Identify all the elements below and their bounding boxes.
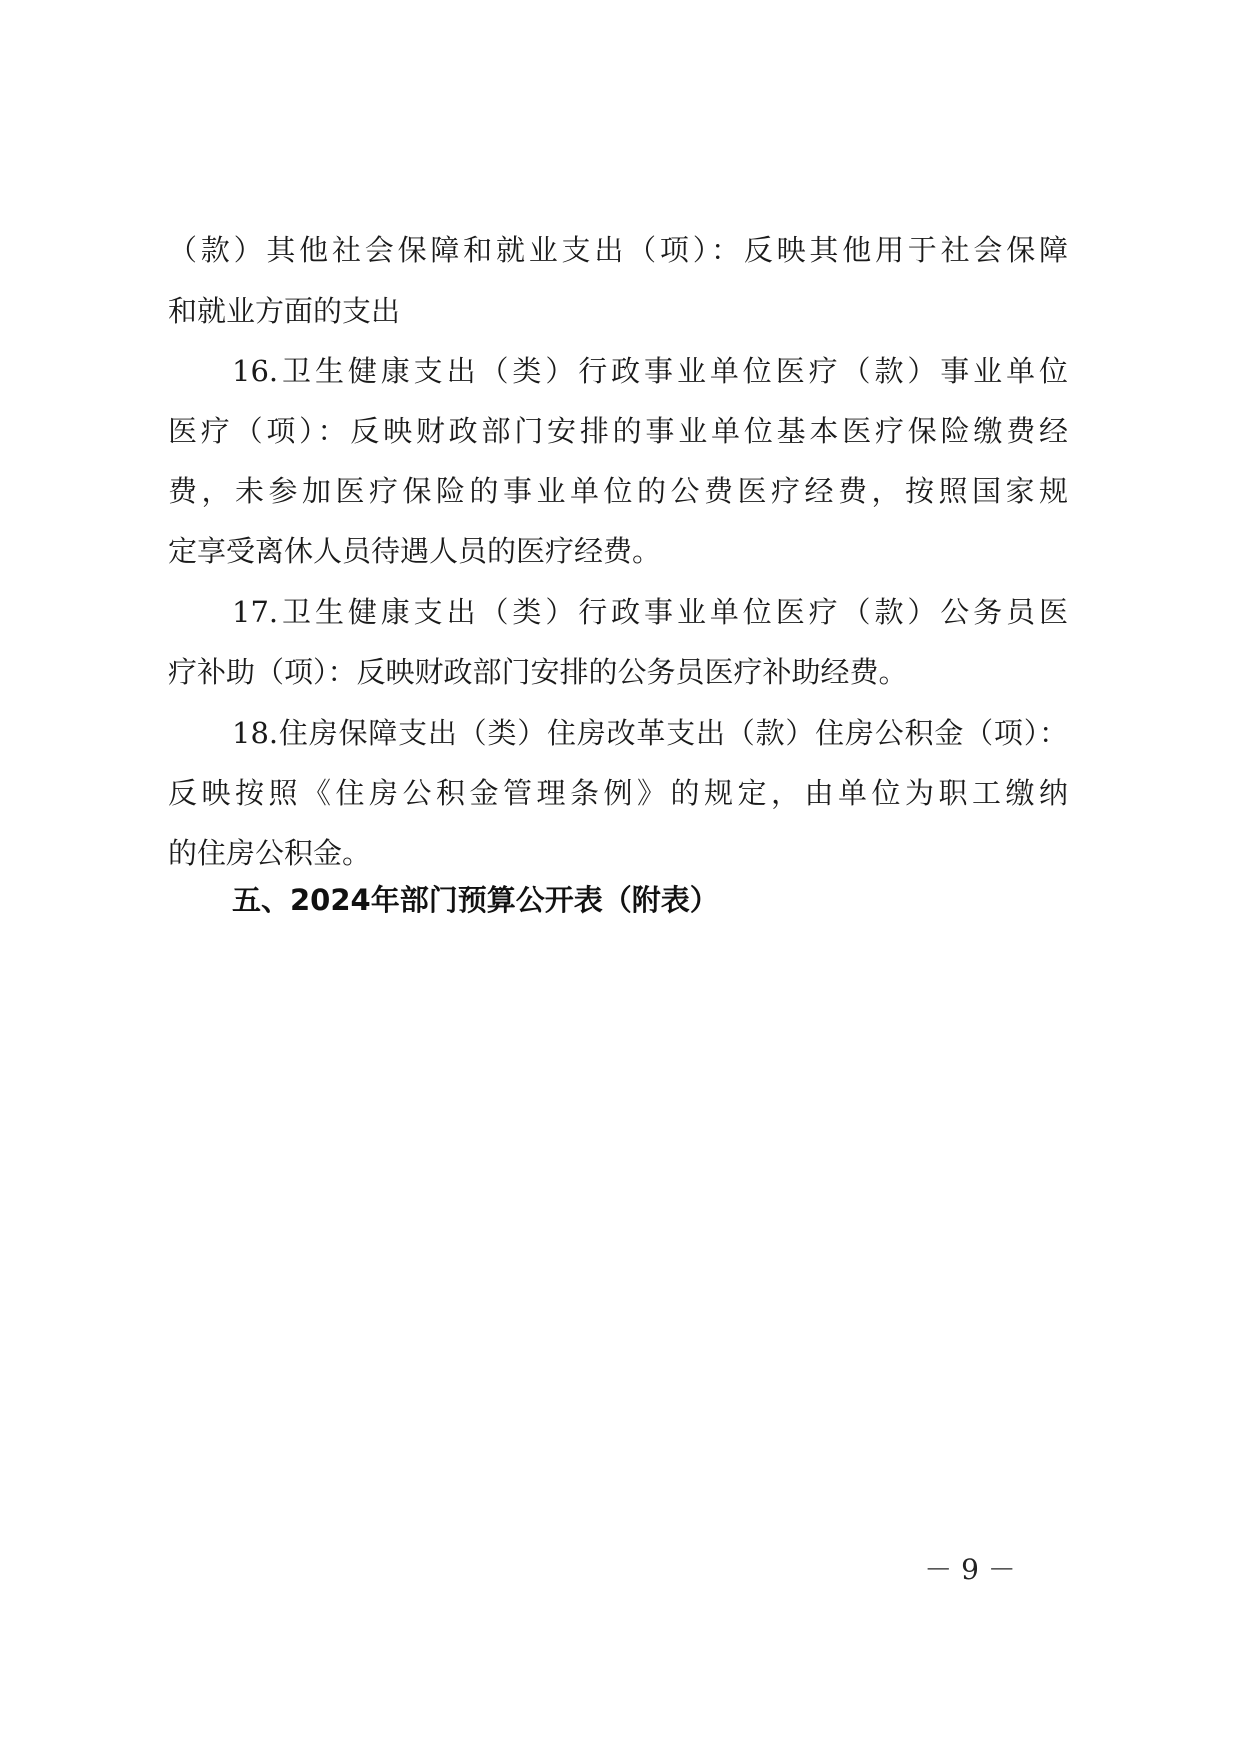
paragraph-line: （款）其他社会保障和就业支出（项）：反映其他用于社会保障 xyxy=(168,233,1068,267)
paragraph-line: 定享受离休人员待遇人员的医疗经费。 xyxy=(168,534,662,568)
paragraph-line: 16.卫生健康支出（类）行政事业单位医疗（款）事业单位 xyxy=(232,354,1068,388)
section-heading: 五、2024年部门预算公开表（附表） xyxy=(232,883,719,917)
paragraph-line: 的住房公积金。 xyxy=(168,836,372,870)
page-number: － 9 － xyxy=(924,1553,1016,1586)
paragraph-line: 反映按照《住房公积金管理条例》的规定，由单位为职工缴纳 xyxy=(168,776,1068,810)
paragraph-line: 费，未参加医疗保险的事业单位的公费医疗经费，按照国家规 xyxy=(168,474,1068,508)
paragraph-line: 18.住房保障支出（类）住房改革支出（款）住房公积金（项）： xyxy=(232,716,1068,750)
paragraph-line: 17.卫生健康支出（类）行政事业单位医疗（款）公务员医 xyxy=(232,595,1068,629)
paragraph-line: 医疗（项）：反映财政部门安排的事业单位基本医疗保险缴费经 xyxy=(168,414,1068,448)
paragraph-line: 和就业方面的支出 xyxy=(168,294,401,328)
paragraph-line: 疗补助（项）：反映财政部门安排的公务员医疗补助经费。 xyxy=(168,655,908,689)
